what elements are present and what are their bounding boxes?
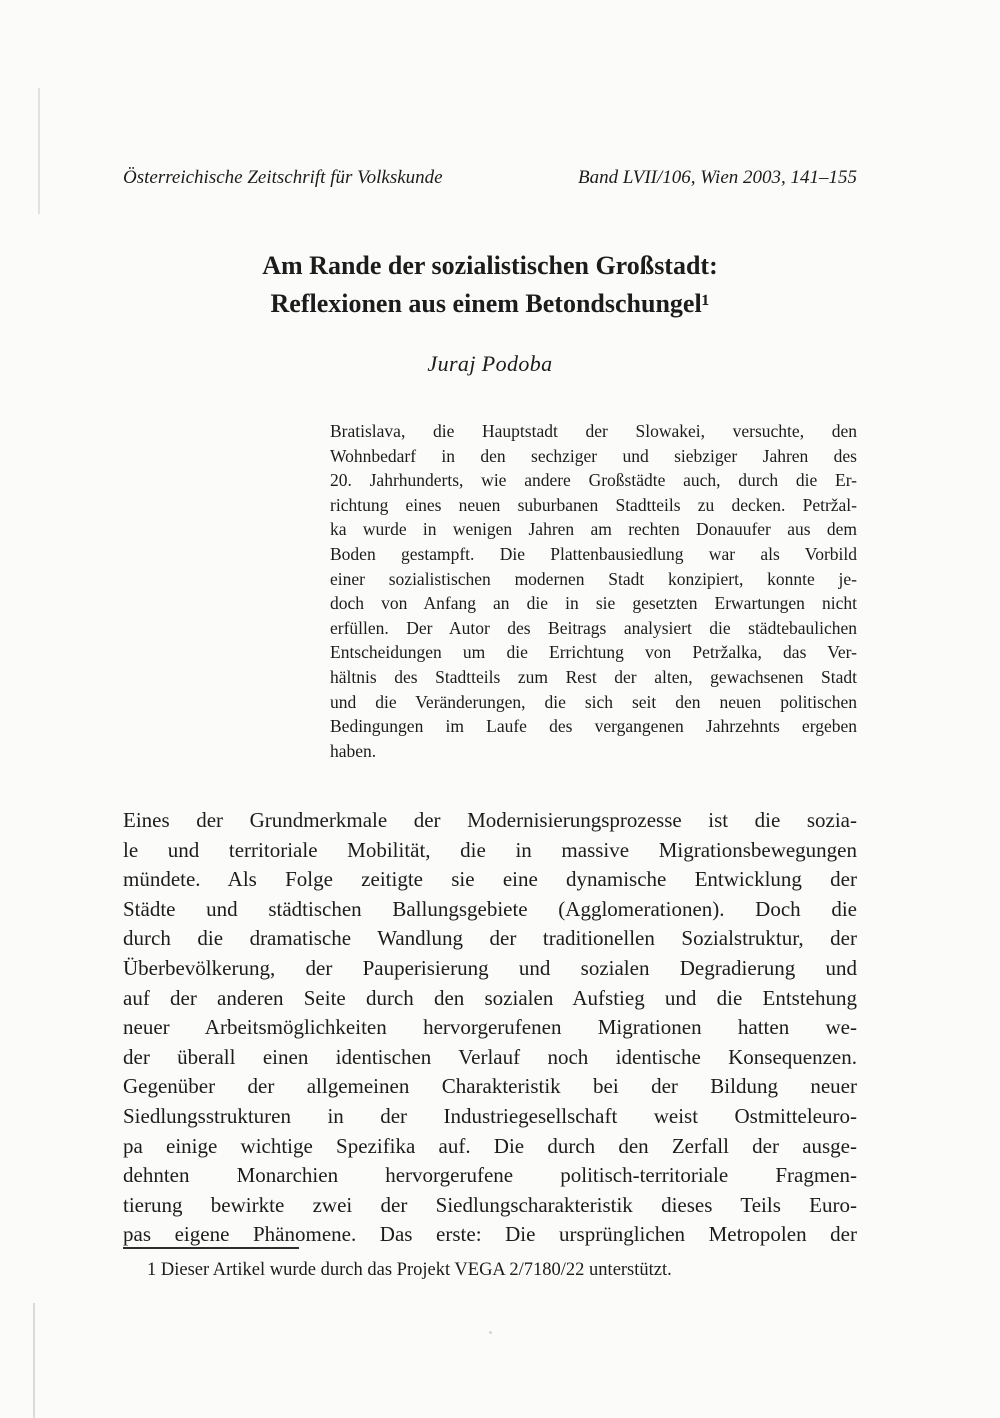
scan-artifact — [38, 88, 40, 214]
text-line: doch von Anfang an die in sie gesetzten Erwartungen nicht — [330, 593, 857, 614]
scan-artifact — [33, 1303, 35, 1418]
text-line: einer sozialistischen modernen Stadt konzipiert, konnte je- — [330, 568, 857, 589]
text-line: hältnis des Stadtteils zum Rest der alten, gewachsenen Stadt — [330, 666, 857, 687]
journal-header — [123, 167, 857, 189]
page-content — [123, 0, 857, 1418]
text-line: ka wurde in wenigen Jahren am rechten Donauufer aus dem — [330, 519, 857, 540]
text-line: haben. — [330, 740, 377, 761]
text-line: neuer Arbeitsmöglichkeiten hervorgerufenen Migrationen hatten we- — [123, 1015, 857, 1040]
text-line: pa einige wichtige Spezifika auf. Die durch den Zerfall der ausge- — [123, 1133, 857, 1158]
text-line: auf der anderen Seite durch den sozialen Aufstieg und die Entstehung — [123, 985, 857, 1010]
text-line: richtung eines neuen suburbanen Stadtteils zu decken. Petržal- — [330, 494, 857, 515]
title-line-2: Reflexionen aus einem Betondschungel¹ — [270, 289, 710, 318]
article-title — [123, 247, 857, 323]
text-line: Wohnbedarf in den sechziger und siebziger Jahren des — [330, 445, 857, 466]
text-line: Bratislava, die Hauptstadt der Slowakei, versuchte, den — [330, 421, 857, 441]
text-line: le und territoriale Mobilität, die in massive Migrationsbewegungen — [123, 837, 857, 862]
text-line: pas eigene Phänomene. Das erste: Die ursprünglichen Metropolen der — [123, 1222, 857, 1247]
text-line: Bedingungen im Laufe des vergangenen Jahrzehnts ergeben — [330, 716, 857, 737]
text-line: Überbevölkerung, der Pauperisierung und sozialen Degradierung und — [123, 955, 857, 980]
footnote-text: 1 Dieser Artikel wurde durch das Projekt VEGA 2/7180/22 unterstützt. — [147, 1260, 672, 1280]
journal-name: Österreichische Zeitschrift für Volkskunde — [123, 167, 443, 188]
text-line: Gegenüber der allgemeinen Charakteristik bei der Bildung neuer — [123, 1074, 857, 1099]
text-line: Städte und städtischen Ballungsgebiete (Agglomerationen). Doch die — [123, 896, 857, 921]
text-line: Boden gestampft. Die Plattenbausiedlung war als Vorbild — [330, 543, 857, 564]
text-line: tierung bewirkte zwei der Siedlungscharakteristik dieses Teils Euro- — [123, 1192, 857, 1217]
issue-info: Band LVII/106, Wien 2003, 141–155 — [578, 167, 857, 188]
author-name: Juraj Podoba — [427, 351, 553, 376]
text-line: Eines der Grundmerkmale der Modernisierungsprozesse ist die sozia- — [123, 808, 857, 832]
text-line: erfüllen. Der Autor des Beitrags analysiert die städtebaulichen — [330, 617, 857, 638]
text-line: mündete. Als Folge zeitigte sie eine dynamische Entwicklung der — [123, 867, 857, 892]
text-line: und die Veränderungen, die sich seit den neuen politischen — [330, 691, 857, 712]
body-paragraph — [123, 806, 857, 1250]
title-line-1: Am Rande der sozialistischen Großstadt: — [262, 251, 718, 280]
text-line: 20. Jahrhunderts, wie andere Großstädte auch, durch die Er- — [330, 470, 857, 491]
text-line: der überall einen identischen Verlauf noch identische Konsequenzen. — [123, 1044, 857, 1069]
abstract-block — [330, 419, 857, 763]
text-line: durch die dramatische Wandlung der traditionellen Sozialstruktur, der — [123, 926, 857, 951]
text-line: Entscheidungen um die Errichtung von Petržalka, das Ver- — [330, 642, 857, 663]
footnote-divider — [123, 1247, 299, 1249]
text-line: Siedlungsstrukturen in der Industriegesellschaft weist Ostmitteleuro- — [123, 1103, 857, 1128]
text-line: dehnten Monarchien hervorgerufene politisch-territoriale Fragmen- — [123, 1163, 857, 1188]
